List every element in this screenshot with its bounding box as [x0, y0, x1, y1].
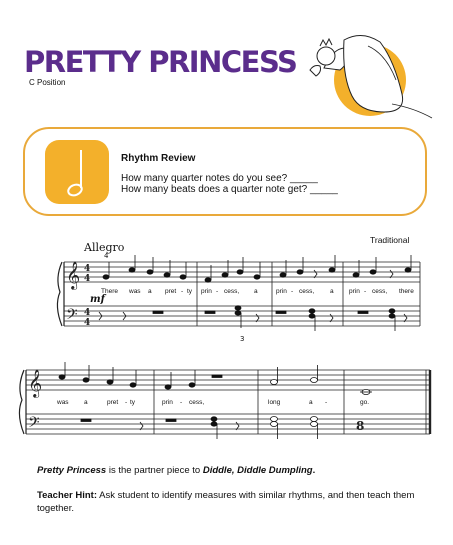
svg-text:𝄢: 𝄢: [66, 306, 78, 327]
lyric-syllable: prin: [201, 288, 212, 295]
tempo-marking: Allegro: [84, 241, 125, 254]
period: .: [312, 465, 316, 476]
svg-text:4: 4: [84, 274, 91, 284]
lyric-syllable: -: [291, 288, 294, 295]
lyric-syllable: cess,: [372, 288, 388, 295]
partner-piece-title: Diddle, Diddle Dumpling: [202, 465, 313, 476]
lyric-syllable: -: [216, 288, 219, 295]
lyric-syllable: pret: [165, 288, 177, 295]
lyric-syllable: go.: [360, 399, 370, 406]
review-question-1: How many quarter notes do you see? _____: [121, 173, 318, 184]
lyric-syllable: -: [125, 399, 128, 406]
measure-number: 8: [356, 419, 365, 433]
lyric-syllable: ty: [187, 288, 193, 295]
lyric-syllable: cess,: [224, 288, 240, 295]
partner-piece-note: [37, 464, 417, 477]
lyric-syllable: prin: [349, 288, 360, 295]
lyric-syllable: a: [309, 399, 313, 406]
lyric-syllable: There: [101, 288, 118, 295]
lyric-syllable: -: [180, 399, 183, 406]
lyric-syllable: was: [129, 288, 141, 295]
subtitle: C Position: [29, 78, 66, 87]
lyric-syllable: a: [84, 399, 88, 406]
svg-text:4: 4: [84, 308, 91, 318]
lyric-syllable: long: [268, 399, 281, 406]
lyric-syllable: a: [148, 288, 152, 295]
lyric-syllable: -: [325, 399, 328, 406]
piece-title: Pretty Princess: [37, 465, 107, 476]
lyric-syllable: -: [181, 288, 184, 295]
lyric-syllable: cess,: [189, 399, 205, 406]
hint-label: Teacher Hint:: [37, 490, 98, 501]
page-title: PRETTY PRINCESS: [24, 45, 297, 79]
svg-text:𝄞: 𝄞: [28, 369, 43, 397]
lyric-syllable: prin: [276, 288, 287, 295]
lyric-syllable: a: [254, 288, 258, 295]
lyric-syllable: a: [330, 288, 334, 295]
lyric-syllable: prin: [162, 399, 173, 406]
svg-text:𝄢: 𝄢: [28, 414, 40, 435]
svg-text:𝄞: 𝄞: [66, 261, 81, 289]
lyric-syllable: was: [57, 399, 69, 406]
lyric-syllable: ty: [130, 399, 136, 406]
lyric-syllable: pret: [107, 399, 119, 406]
review-heading: Rhythm Review: [121, 153, 196, 164]
lyric-syllable: cess,: [299, 288, 315, 295]
lyric-syllable: there: [399, 288, 414, 295]
hint-text: Ask student to identify measures with similar rhythms, and then teach them together.: [37, 490, 415, 514]
teacher-hint: [37, 489, 417, 515]
finger-number-4: 4: [104, 252, 109, 260]
svg-text:4: 4: [84, 318, 91, 328]
review-question-2: How many beats does a quarter note get? _____: [121, 184, 338, 195]
lyric-syllable: -: [364, 288, 367, 295]
dynamic-marking: mf: [90, 294, 105, 305]
attribution: Traditional: [370, 235, 410, 245]
finger-number-3: 3: [240, 335, 245, 343]
svg-text:4: 4: [84, 264, 91, 274]
partner-text: is the partner piece to: [106, 465, 203, 476]
